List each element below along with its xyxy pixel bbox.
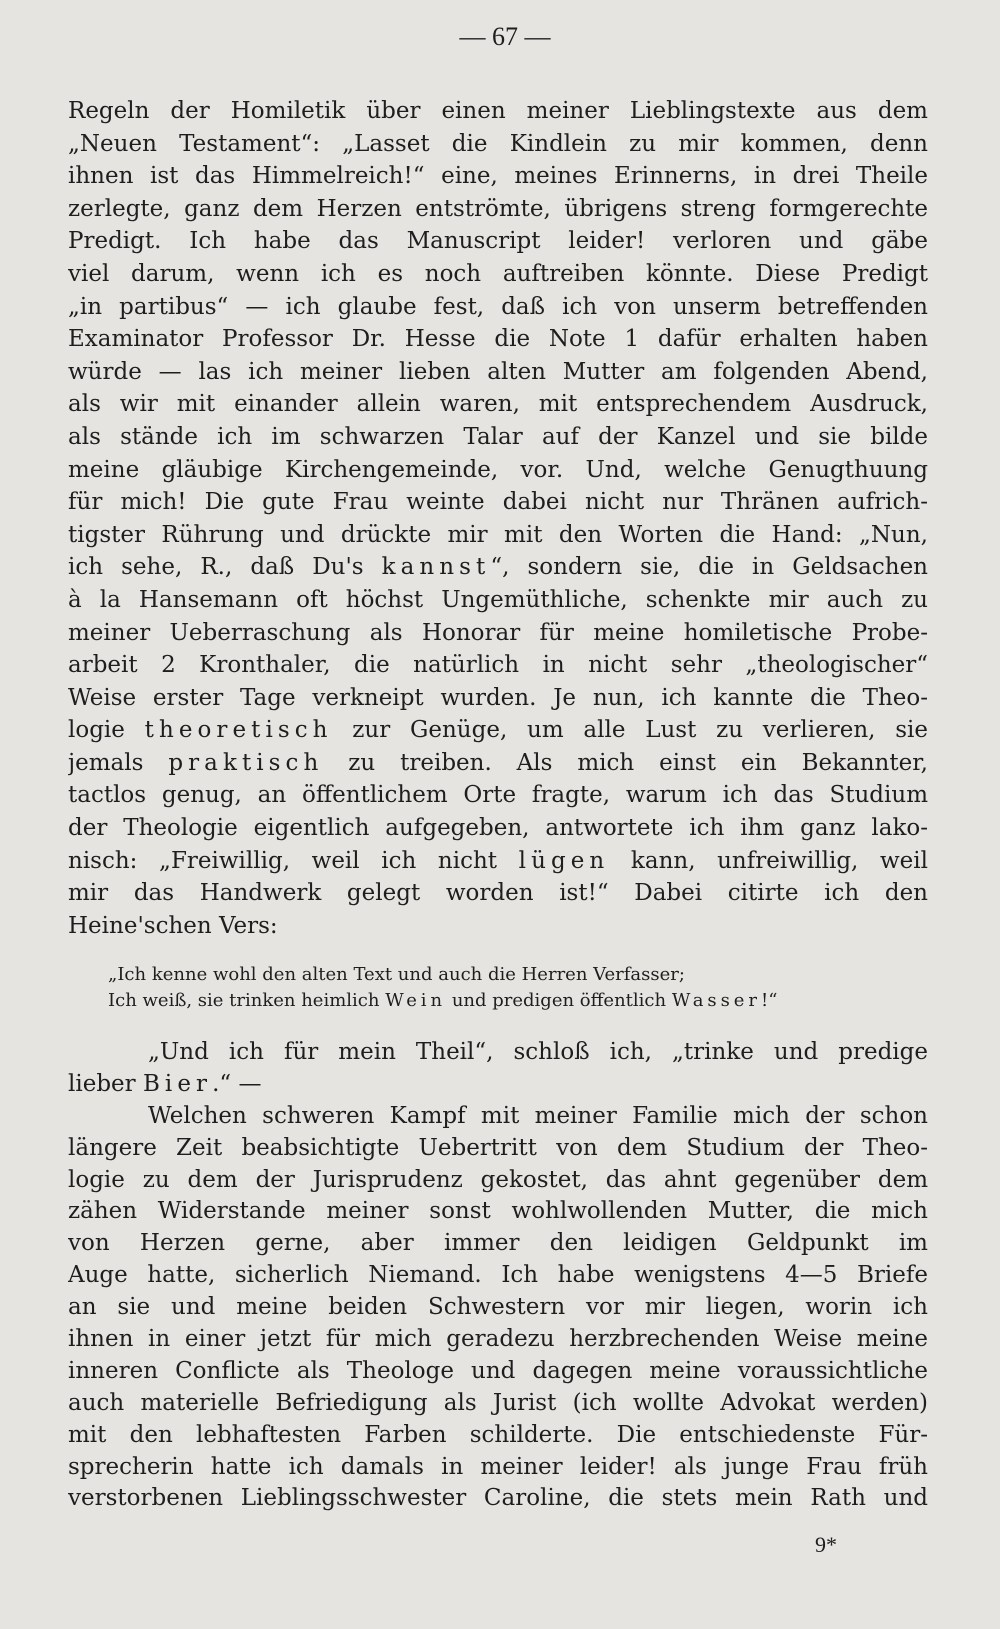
text-segment: Heine'schen Vers: <box>68 912 278 939</box>
spaced-emphasis: Bier <box>142 1070 213 1097</box>
text-line <box>68 1133 928 1165</box>
text-segment: viel darum, wenn ich es noch auftreiben könnte. Diese Predigt <box>68 260 928 287</box>
body-paragraph-2 <box>68 1037 928 1515</box>
text-segment: an sie und meine beiden Schwestern vor mir liegen, worin ich <box>68 1294 928 1321</box>
text-line <box>68 649 928 682</box>
text-line <box>68 1483 928 1515</box>
page-number: — 67 — <box>459 22 551 51</box>
text-segment: arbeit 2 Kronthaler, die natürlich in nicht sehr „theologischer“ <box>68 652 928 679</box>
text-line <box>68 1420 928 1452</box>
spaced-emphasis: Wasser <box>671 990 761 1011</box>
text-line <box>68 1037 928 1069</box>
verse-quote <box>108 962 808 1014</box>
text-line <box>68 225 928 258</box>
text-segment: auch materielle Befriedigung als Jurist (ich wollte Advokat werden) <box>68 1389 928 1416</box>
spaced-emphasis: Wein <box>385 990 447 1011</box>
text-line <box>68 551 928 584</box>
text-line <box>108 988 808 1014</box>
text-line <box>68 1324 928 1356</box>
text-segment: ich sehe, R., daß Du's <box>68 554 382 581</box>
text-line <box>68 128 928 161</box>
text-segment: „Neuen Testament“: „Lasset die Kindlein zu mir kommen, denn <box>68 130 928 157</box>
text-line <box>68 258 928 291</box>
text-line <box>68 910 928 943</box>
text-segment: zerlegte, ganz dem Herzen entströmte, übrigens streng formgerechte <box>68 195 928 222</box>
text-segment: Ich weiß, sie trinken heimlich <box>108 990 386 1011</box>
text-line <box>68 1388 928 1420</box>
text-segment: lieber <box>68 1070 143 1097</box>
text-segment: Auge hatte, sicherlich Niemand. Ich habe wenigstens 4—5 Briefe <box>68 1262 928 1289</box>
text-segment: und predigen öffentlich <box>446 990 672 1011</box>
text-segment: von Herzen gerne, aber immer den leidigen Geldpunkt im <box>68 1230 928 1257</box>
text-line <box>68 845 928 878</box>
text-line <box>68 193 928 226</box>
text-line <box>68 95 928 128</box>
text-line <box>68 1260 928 1292</box>
text-line <box>68 486 928 519</box>
text-line <box>68 747 928 780</box>
spaced-emphasis: praktisch <box>168 749 324 776</box>
text-segment: zu treiben. Als mich einst ein Bekannter, <box>323 749 928 776</box>
text-line <box>68 1452 928 1484</box>
text-segment: .“ — <box>212 1070 262 1097</box>
text-segment: für mich! Die gute Frau weinte dabei nicht nur Thränen aufrich- <box>68 489 928 516</box>
text-segment: zähen Widerstande meiner sonst wohlwollenden Mutter, die mich <box>68 1198 928 1225</box>
text-line <box>68 1356 928 1388</box>
spaced-emphasis: theoretisch <box>144 717 333 744</box>
text-segment: à la Hansemann oft höchst Ungemüthliche, schenkte mir auch zu <box>68 586 928 613</box>
text-line <box>68 1069 928 1101</box>
text-segment: mir das Handwerk gelegt worden ist!“ Dabei citirte ich den <box>68 880 928 907</box>
text-line <box>68 388 928 421</box>
text-segment: als stände ich im schwarzen Talar auf der Kanzel und sie bilde <box>68 423 928 450</box>
text-segment: jemals <box>68 749 169 776</box>
text-line <box>68 323 928 356</box>
text-segment: tactlos genug, an öffentlichem Orte fragte, warum ich das Studium <box>68 782 928 809</box>
text-segment: sprecherin hatte ich damals in meiner leider! als junge Frau früh <box>68 1453 928 1480</box>
text-segment: mit den lebhaftesten Farben schilderte. Die entschiedenste Für- <box>68 1421 928 1448</box>
text-line <box>68 519 928 552</box>
text-segment: tigster Rührung und drückte mir mit den Worten die Hand: „Nun, <box>68 521 928 548</box>
text-segment: kann, unfreiwillig, weil <box>609 847 928 874</box>
text-line <box>68 356 928 389</box>
text-segment: Regeln der Homiletik über einen meiner Lieblingstexte aus dem <box>68 98 928 124</box>
text-line <box>68 454 928 487</box>
text-line <box>68 584 928 617</box>
text-line <box>68 877 928 910</box>
text-line <box>68 1101 928 1133</box>
text-segment: !“ <box>760 990 778 1011</box>
text-segment: „Und ich für mein Theil“, schloß ich, „trinke und predige <box>148 1039 928 1065</box>
text-line <box>68 779 928 812</box>
text-line <box>108 962 808 988</box>
text-line <box>68 421 928 454</box>
text-segment: nisch: „Freiwillig, weil ich nicht <box>68 847 519 874</box>
text-segment: „Ich kenne wohl den alten Text und auch die Herren Verfasser; <box>108 964 685 985</box>
text-line <box>68 1196 928 1228</box>
text-segment: längere Zeit beabsichtigte Uebertritt von dem Studium der Theo- <box>68 1134 928 1161</box>
text-segment: Predigt. Ich habe das Manuscript leider! verloren und gäbe <box>68 228 928 255</box>
text-segment: meine gläubige Kirchengemeinde, vor. Und, welche Genugthuung <box>68 456 928 483</box>
text-segment: Weise erster Tage verkneipt wurden. Je nun, ich kannte die Theo- <box>68 684 928 711</box>
text-line <box>68 291 928 324</box>
text-segment: “, sondern sie, die in Geldsachen <box>490 554 928 581</box>
signature-mark: 9* <box>815 1532 837 1557</box>
text-line <box>68 617 928 650</box>
text-line <box>68 714 928 747</box>
text-segment: zur Genüge, um alle Lust zu verlieren, sie <box>332 717 928 744</box>
body-paragraph-1 <box>68 95 928 942</box>
text-segment: logie <box>68 717 145 744</box>
text-segment: würde — las ich meiner lieben alten Mutter am folgenden Abend, <box>68 358 928 385</box>
spaced-emphasis: lügen <box>518 847 610 874</box>
text-segment: „in partibus“ — ich glaube fest, daß ich von unserm betreffenden <box>68 293 928 320</box>
text-line <box>68 812 928 845</box>
text-segment: Examinator Professor Dr. Hesse die Note 1 dafür erhalten haben <box>68 326 928 353</box>
text-line <box>68 1165 928 1197</box>
text-line <box>68 160 928 193</box>
text-line <box>68 1292 928 1324</box>
text-segment: inneren Conflicte als Theologe und dagegen meine voraussichtliche <box>68 1357 928 1384</box>
spaced-emphasis: kannst <box>381 554 491 581</box>
text-line <box>68 682 928 715</box>
text-segment: als wir mit einander allein waren, mit entsprechendem Ausdruck, <box>68 391 928 418</box>
text-segment: ihnen ist das Himmelreich!“ eine, meines Erinnerns, in drei Theile <box>68 163 928 190</box>
text-segment: logie zu dem der Jurisprudenz gekostet, das ahnt gegenüber dem <box>68 1166 928 1193</box>
text-segment: meiner Ueberraschung als Honorar für meine homiletische Probe- <box>68 619 928 646</box>
text-segment: verstorbenen Lieblingsschwester Caroline, die stets mein Rath und <box>68 1485 928 1512</box>
text-segment: ihnen in einer jetzt für mich geradezu herzbrechenden Weise meine <box>68 1326 928 1353</box>
text-segment: der Theologie eigentlich aufgegeben, antwortete ich ihm ganz lako- <box>68 815 928 842</box>
text-line <box>68 1228 928 1260</box>
text-segment: Welchen schweren Kampf mit meiner Familie mich der schon <box>148 1102 928 1129</box>
